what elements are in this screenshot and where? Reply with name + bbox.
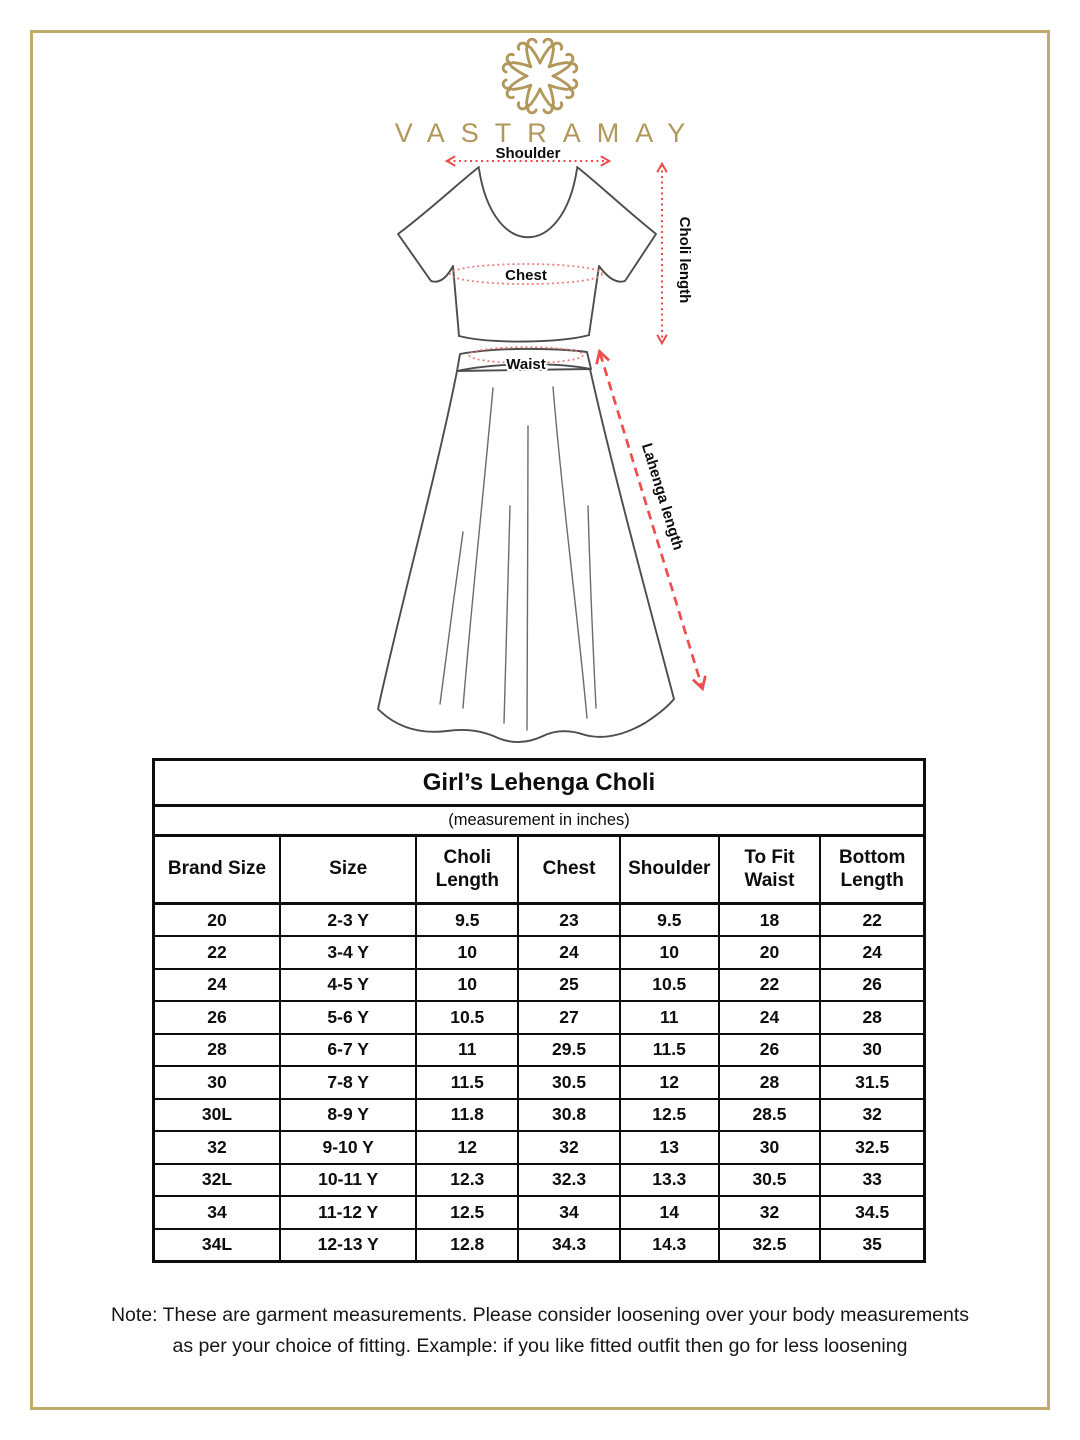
table-cell: 8-9 Y [280,1099,416,1132]
column-header: Chest [518,836,620,904]
table-row [154,936,925,969]
table-cell: 31.5 [820,1066,924,1099]
table-row [154,1001,925,1034]
table-cell: 12.3 [416,1164,518,1197]
table-row [154,1229,925,1262]
table-cell: 20 [154,904,280,937]
table-cell: 32 [719,1196,821,1229]
table-cell: 9-10 Y [280,1131,416,1164]
table-cell: 10 [416,969,518,1002]
table-cell: 2-3 Y [280,904,416,937]
table-cell: 22 [820,904,924,937]
table-cell: 12.5 [620,1099,719,1132]
table-cell: 12 [416,1131,518,1164]
brand-name: VASTRAMAY [394,118,702,148]
table-cell: 11 [620,1001,719,1034]
table-cell: 32L [154,1164,280,1197]
table-cell: 22 [154,936,280,969]
table-cell: 34.3 [518,1229,620,1262]
table-cell: 23 [518,904,620,937]
table-cell: 13.3 [620,1164,719,1197]
table-cell: 32.3 [518,1164,620,1197]
table-header-row [154,836,925,904]
table-cell: 6-7 Y [280,1034,416,1067]
table-cell: 30L [154,1099,280,1132]
table-cell: 10 [620,936,719,969]
table-cell: 11.8 [416,1099,518,1132]
table-row [154,1099,925,1132]
table-cell: 28.5 [719,1099,821,1132]
table-cell: 20 [719,936,821,969]
table-cell: 10 [416,936,518,969]
table-cell: 30.5 [518,1066,620,1099]
table-cell: 14 [620,1196,719,1229]
table-cell: 11.5 [620,1034,719,1067]
table-title: Girl’s Lehenga Choli [154,760,925,806]
table-cell: 10.5 [416,1001,518,1034]
table-cell: 5-6 Y [280,1001,416,1034]
table-row [154,969,925,1002]
table-cell: 30 [719,1131,821,1164]
column-header: Choli Length [416,836,518,904]
table-row [154,1034,925,1067]
table-cell: 11-12 Y [280,1196,416,1229]
choli-length-label: Choli length [676,216,693,304]
table-cell: 9.5 [416,904,518,937]
size-chart [152,758,926,1263]
table-cell: 32 [518,1131,620,1164]
table-cell: 32 [820,1099,924,1132]
table-row [154,1164,925,1197]
table-cell: 33 [820,1164,924,1197]
table-cell: 35 [820,1229,924,1262]
table-cell: 34 [154,1196,280,1229]
table-cell: 7-8 Y [280,1066,416,1099]
table-cell: 30 [154,1066,280,1099]
table-cell: 13 [620,1131,719,1164]
column-header: Size [280,836,416,904]
brand-ornament-icon [500,36,580,116]
table-cell: 12.8 [416,1229,518,1262]
table-cell: 34L [154,1229,280,1262]
lehenga-outline [378,349,674,742]
lehenga-length-label: Lahenga length [637,441,687,553]
table-cell: 32 [154,1131,280,1164]
table-cell: 10.5 [620,969,719,1002]
table-cell: 25 [518,969,620,1002]
shoulder-label: Shoulder [495,145,561,162]
table-row [154,1066,925,1099]
table-subtitle: (measurement in inches) [154,806,925,836]
brand-header [0,36,1080,147]
table-cell: 10-11 Y [280,1164,416,1197]
table-cell: 4-5 Y [280,969,416,1002]
chest-label: Chest [505,267,547,284]
table-cell: 3-4 Y [280,936,416,969]
column-header: Shoulder [620,836,719,904]
column-header: To Fit Waist [719,836,821,904]
table-cell: 11 [416,1034,518,1067]
note-line2: as per your choice of fitting. Example: if you like fitted outfit then go for less loosening [172,1335,908,1358]
table-row [154,1196,925,1229]
table-cell: 12 [620,1066,719,1099]
column-header: Brand Size [154,836,280,904]
table-cell: 24 [518,936,620,969]
table-cell: 12-13 Y [280,1229,416,1262]
table-cell: 24 [154,969,280,1002]
table-cell: 11.5 [416,1066,518,1099]
table-cell: 24 [719,1001,821,1034]
table-cell: 28 [719,1066,821,1099]
table-cell: 30.8 [518,1099,620,1132]
table-cell: 34.5 [820,1196,924,1229]
table-cell: 28 [154,1034,280,1067]
choli-outline [398,167,656,342]
waist-label: Waist [506,356,546,373]
table-cell: 28 [820,1001,924,1034]
table-cell: 9.5 [620,904,719,937]
table-cell: 32.5 [820,1131,924,1164]
table-cell: 22 [719,969,821,1002]
table-cell: 24 [820,936,924,969]
table-cell: 14.3 [620,1229,719,1262]
table-cell: 12.5 [416,1196,518,1229]
garment-diagram [350,138,730,758]
table-cell: 29.5 [518,1034,620,1067]
table-cell: 34 [518,1196,620,1229]
table-cell: 26 [719,1034,821,1067]
size-chart-table [152,758,926,1263]
table-cell: 30.5 [719,1164,821,1197]
table-cell: 18 [719,904,821,937]
table-row [154,1131,925,1164]
table-cell: 26 [820,969,924,1002]
table-cell: 26 [154,1001,280,1034]
note-line1: Note: These are garment measurements. Please consider loosening over your body measurements [110,1304,970,1326]
table-cell: 32.5 [719,1229,821,1262]
note [40,1300,1040,1362]
column-header: Bottom Length [820,836,924,904]
table-cell: 30 [820,1034,924,1067]
table-cell: 27 [518,1001,620,1034]
table-row [154,904,925,937]
